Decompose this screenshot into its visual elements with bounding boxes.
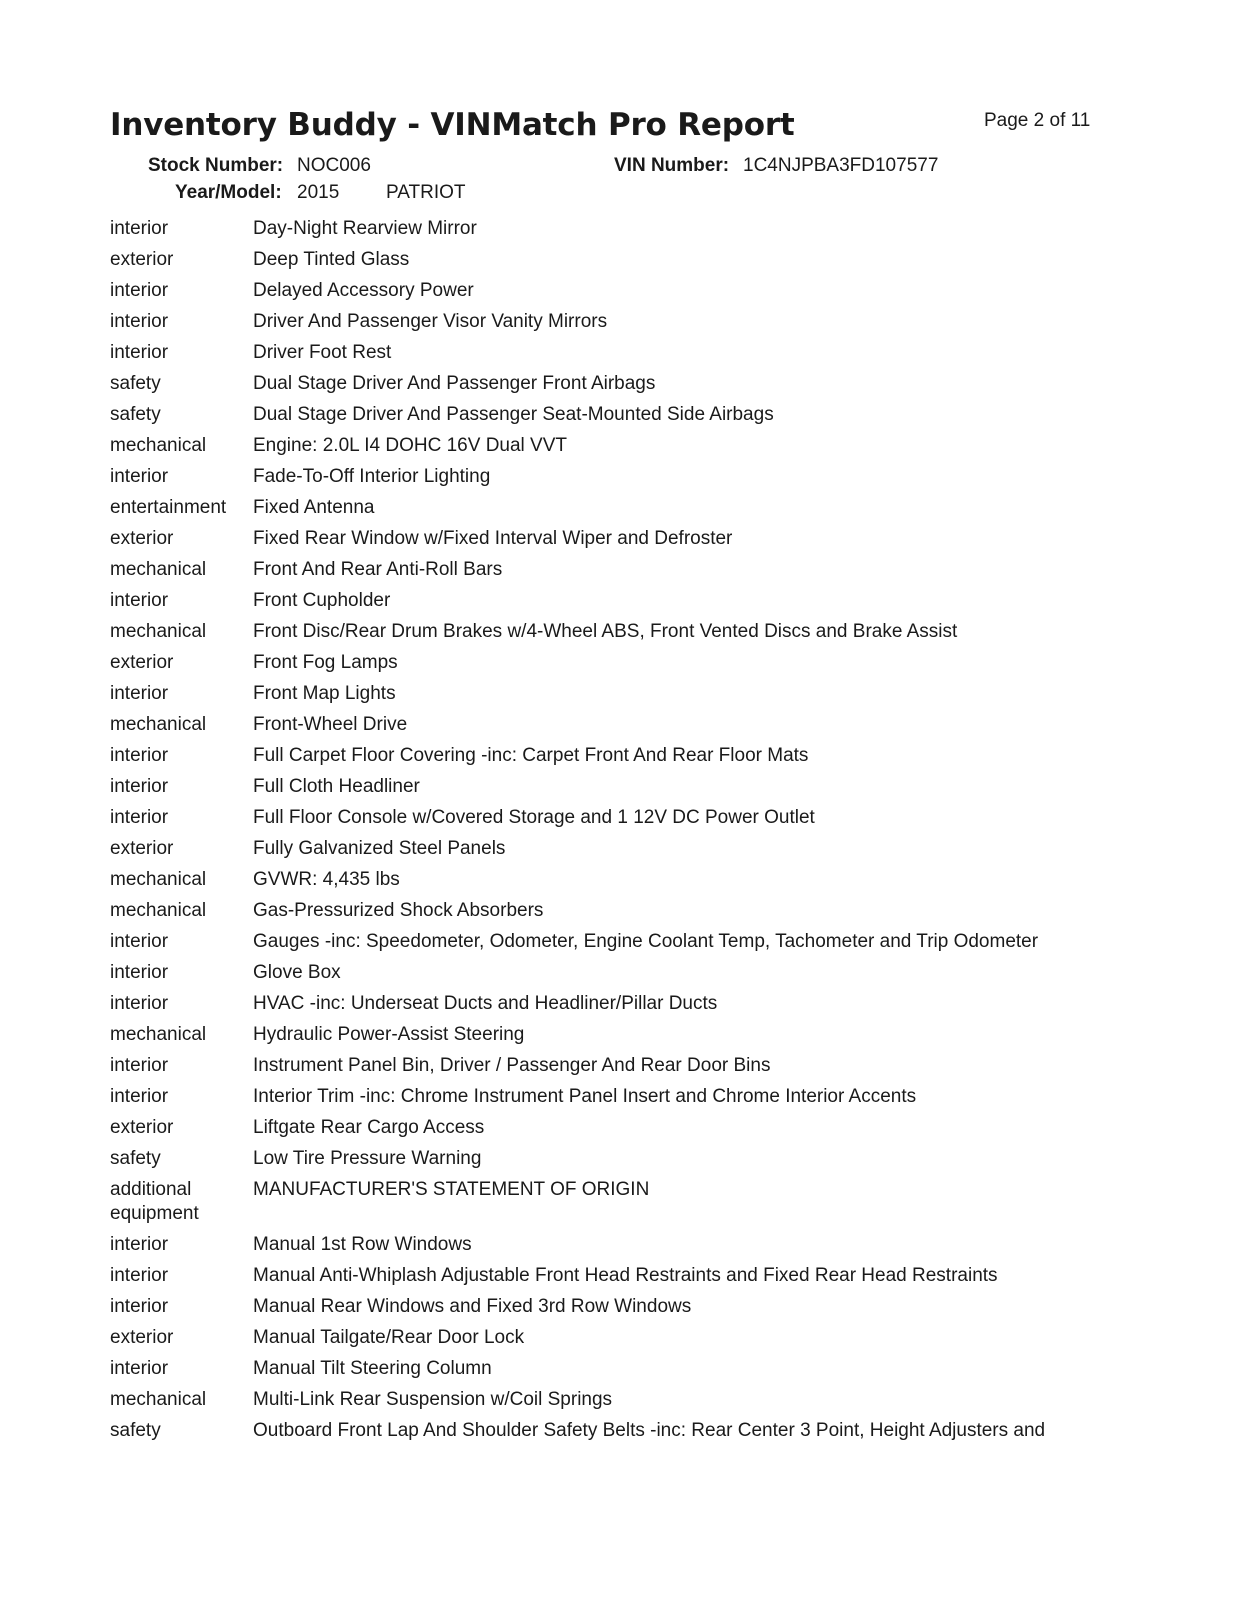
feature-category: interior	[110, 1264, 169, 1286]
feature-category: interior	[110, 931, 169, 953]
feature-row	[110, 245, 1110, 276]
feature-row	[110, 927, 1110, 958]
feature-row	[110, 896, 1110, 927]
feature-row	[110, 1230, 1110, 1261]
feature-row	[110, 1384, 1110, 1415]
feature-row	[110, 462, 1110, 493]
feature-category: interior	[110, 683, 169, 705]
feature-category: mechanical	[110, 869, 207, 891]
feature-description: Full Floor Console w/Covered Storage and 1 12V DC Power Outlet	[253, 807, 815, 829]
feature-category: interior	[110, 962, 169, 984]
feature-description: Fixed Rear Window w/Fixed Interval Wiper and Defroster	[253, 528, 733, 550]
feature-description: HVAC -inc: Underseat Ducts and Headliner/Pillar Ducts	[253, 993, 718, 1014]
feature-category: interior	[110, 1295, 169, 1317]
feature-description: Fixed Antenna	[253, 497, 375, 519]
stock-number-label: Stock Number:	[148, 155, 284, 176]
features-list	[110, 214, 1110, 1446]
feature-description: Manual Rear Windows and Fixed 3rd Row Windows	[253, 1295, 692, 1317]
feature-row	[110, 307, 1110, 338]
feature-category: interior	[110, 745, 169, 767]
feature-category: mechanical	[110, 1388, 207, 1410]
feature-description: Glove Box	[253, 962, 341, 984]
feature-category: interior	[110, 1054, 169, 1076]
feature-category: interior	[110, 466, 169, 488]
feature-category: exterior	[110, 652, 174, 674]
feature-description: Interior Trim -inc: Chrome Instrument Panel Insert and Chrome Interior Accents	[253, 1085, 917, 1107]
stock-number-value: NOC006	[297, 155, 371, 176]
feature-row	[110, 1051, 1110, 1082]
feature-description: Fully Galvanized Steel Panels	[253, 838, 506, 860]
feature-row	[110, 493, 1110, 524]
feature-category: safety	[110, 373, 161, 395]
feature-category: interior	[110, 1233, 169, 1255]
feature-row	[110, 1322, 1110, 1353]
feature-description: Full Cloth Headliner	[253, 776, 420, 798]
feature-category: safety	[110, 1147, 161, 1169]
feature-description: Front And Rear Anti-Roll Bars	[253, 559, 503, 581]
feature-category: interior	[110, 776, 169, 798]
feature-row	[110, 617, 1110, 648]
year-model-label: Year/Model:	[175, 182, 282, 203]
feature-row	[110, 679, 1110, 710]
feature-category: mechanical	[110, 435, 207, 457]
feature-row	[110, 1082, 1110, 1113]
feature-category: exterior	[110, 528, 174, 550]
feature-category: interior	[110, 807, 169, 829]
feature-description: Multi-Link Rear Suspension w/Coil Springs	[253, 1388, 613, 1410]
feature-row	[110, 1020, 1110, 1051]
feature-description: Gauges -inc: Speedometer, Odometer, Engine Coolant Temp, Tachometer and Trip Odometer	[253, 931, 1039, 953]
feature-category: interior	[110, 218, 169, 240]
feature-row	[110, 338, 1110, 369]
feature-category: entertainment	[110, 497, 227, 519]
vin-number-value: 1C4NJPBA3FD107577	[743, 155, 939, 176]
feature-category: mechanical	[110, 714, 207, 736]
feature-row	[110, 555, 1110, 586]
feature-category: interior	[110, 1357, 169, 1379]
model-value: PATRIOT	[386, 182, 466, 203]
feature-category: exterior	[110, 838, 174, 860]
feature-category: mechanical	[110, 559, 207, 581]
feature-description: Driver Foot Rest	[253, 342, 392, 364]
report-title: Inventory Buddy - VINMatch Pro Report	[110, 107, 795, 143]
feature-row	[110, 1113, 1110, 1144]
feature-category: mechanical	[110, 1023, 207, 1045]
feature-description: Manual Tilt Steering Column	[253, 1357, 492, 1379]
feature-category: exterior	[110, 249, 174, 271]
feature-row	[110, 586, 1110, 617]
feature-category: exterior	[110, 1326, 174, 1348]
feature-category: interior	[110, 342, 169, 364]
feature-category: interior	[110, 1085, 169, 1107]
feature-category: interior	[110, 590, 169, 612]
feature-row	[110, 524, 1110, 555]
feature-description: Gas-Pressurized Shock Absorbers	[253, 900, 544, 922]
feature-description: Front Disc/Rear Drum Brakes w/4-Wheel ABS, Front Vented Discs and Brake Assist	[253, 621, 958, 643]
feature-description: Instrument Panel Bin, Driver / Passenger And Rear Door Bins	[253, 1054, 771, 1076]
feature-category: mechanical	[110, 621, 207, 643]
feature-description: MANUFACTURER'S STATEMENT OF ORIGIN	[253, 1178, 650, 1200]
feature-category: interior	[110, 311, 169, 333]
feature-row	[110, 1144, 1110, 1175]
feature-row	[110, 1260, 1110, 1291]
feature-category: interior	[110, 993, 169, 1014]
year-value: 2015	[297, 182, 340, 203]
feature-row	[110, 803, 1110, 834]
feature-description: Manual Anti-Whiplash Adjustable Front Head Restraints and Fixed Rear Head Restraints	[253, 1264, 998, 1286]
feature-description: Hydraulic Power-Assist Steering	[253, 1023, 525, 1045]
feature-description: Deep Tinted Glass	[253, 249, 410, 271]
feature-row	[110, 369, 1110, 400]
feature-row	[110, 1175, 1110, 1230]
feature-row	[110, 1415, 1110, 1446]
feature-row	[110, 400, 1110, 431]
feature-row	[110, 1353, 1110, 1384]
feature-description: GVWR: 4,435 lbs	[253, 869, 400, 891]
feature-description: Manual 1st Row Windows	[253, 1233, 472, 1255]
feature-row	[110, 741, 1110, 772]
feature-description: Liftgate Rear Cargo Access	[253, 1116, 485, 1138]
feature-row	[110, 834, 1110, 865]
feature-description: Outboard Front Lap And Shoulder Safety Belts -inc: Rear Center 3 Point, Height Adjusters and	[253, 1419, 1046, 1441]
feature-description: Dual Stage Driver And Passenger Seat-Mounted Side Airbags	[253, 404, 774, 426]
feature-row	[110, 865, 1110, 896]
feature-description: Delayed Accessory Power	[253, 280, 474, 302]
feature-row	[110, 989, 1110, 1020]
feature-description: Front-Wheel Drive	[253, 714, 408, 736]
feature-row	[110, 772, 1110, 803]
feature-description: Front Fog Lamps	[253, 652, 398, 674]
feature-row	[110, 1291, 1110, 1322]
feature-description: Full Carpet Floor Covering -inc: Carpet Front And Rear Floor Mats	[253, 745, 809, 767]
feature-category: safety	[110, 1419, 161, 1441]
feature-row	[110, 214, 1110, 245]
feature-category: exterior	[110, 1116, 174, 1138]
feature-description: Manual Tailgate/Rear Door Lock	[253, 1326, 525, 1348]
feature-category: mechanical	[110, 900, 207, 922]
feature-description: Front Cupholder	[253, 590, 391, 612]
feature-category: safety	[110, 404, 161, 426]
feature-description: Engine: 2.0L I4 DOHC 16V Dual VVT	[253, 435, 568, 457]
feature-description: Fade-To-Off Interior Lighting	[253, 466, 491, 488]
feature-category: interior	[110, 280, 169, 302]
feature-description: Dual Stage Driver And Passenger Front Airbags	[253, 373, 656, 395]
feature-row	[110, 710, 1110, 741]
feature-row	[110, 431, 1110, 462]
feature-description: Day-Night Rearview Mirror	[253, 218, 477, 240]
feature-category: additional equipment	[110, 1178, 199, 1224]
page-number: Page 2 of 11	[984, 110, 1091, 131]
feature-row	[110, 958, 1110, 989]
feature-row	[110, 276, 1110, 307]
feature-description: Low Tire Pressure Warning	[253, 1147, 482, 1169]
vin-number-label: VIN Number:	[614, 155, 730, 176]
feature-description: Driver And Passenger Visor Vanity Mirrors	[253, 311, 608, 333]
feature-row	[110, 648, 1110, 679]
feature-description: Front Map Lights	[253, 683, 396, 705]
